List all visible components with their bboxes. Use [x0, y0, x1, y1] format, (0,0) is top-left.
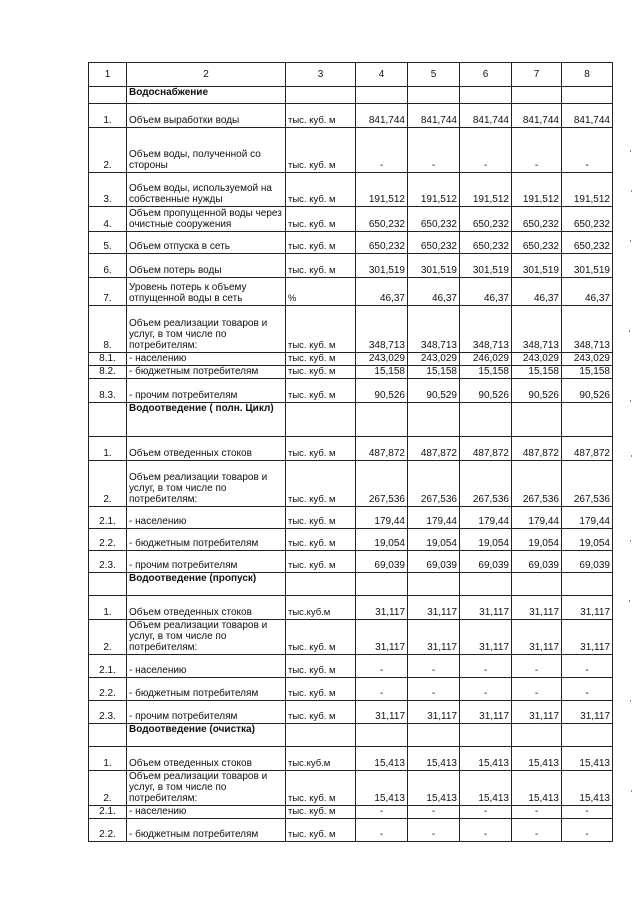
- value-cell: 348,713: [356, 306, 408, 353]
- section-empty-cell: [460, 87, 512, 104]
- value-cell: -: [408, 806, 460, 819]
- tariff-volume-table: [88, 62, 613, 842]
- section-empty-cell: [512, 403, 562, 437]
- value-cell: 15,158: [356, 366, 408, 379]
- indicator-name-cell: - бюджетным потребителям: [127, 678, 286, 701]
- value-cell: 841,744: [356, 104, 408, 128]
- table-row: [89, 461, 613, 507]
- value-cell: 31,117: [460, 596, 512, 620]
- value-cell: 90,526: [512, 379, 562, 403]
- value-cell: 69,039: [512, 551, 562, 573]
- table-row: [89, 596, 613, 620]
- unit-cell: тыс.куб.м: [286, 747, 356, 771]
- value-cell: 179,44: [512, 507, 562, 529]
- value-cell: 487,872: [408, 437, 460, 461]
- value-cell: -: [408, 655, 460, 678]
- section-empty-cell: [408, 724, 460, 747]
- table-row: [89, 437, 613, 461]
- section-empty-cell: [408, 87, 460, 104]
- section-empty-cell: [562, 724, 613, 747]
- column-number-cell: 2: [127, 63, 286, 87]
- section-empty-cell: [460, 724, 512, 747]
- row-number-cell: 2.2.: [89, 529, 127, 551]
- value-cell: 31,117: [356, 620, 408, 655]
- value-cell: 69,039: [356, 551, 408, 573]
- indicator-name-cell: Объем отведенных стоков: [127, 596, 286, 620]
- value-cell: 841,744: [512, 104, 562, 128]
- value-cell: 15,158: [512, 366, 562, 379]
- row-number-cell: 4.: [89, 207, 127, 232]
- indicator-name-cell: Объем реализации товаров и услуг, в том числе по потребителям:: [127, 771, 286, 806]
- scan-speck: [630, 540, 631, 542]
- indicator-name-cell: - прочим потребителям: [127, 701, 286, 724]
- value-cell: 650,232: [562, 207, 613, 232]
- section-empty-cell: [562, 403, 613, 437]
- value-cell: -: [356, 678, 408, 701]
- value-cell: 31,117: [562, 596, 613, 620]
- value-cell: 15,413: [408, 747, 460, 771]
- indicator-name-cell: Объем воды, полученной со стороны: [127, 128, 286, 173]
- table-row: [89, 207, 613, 232]
- value-cell: 90,526: [562, 379, 613, 403]
- value-cell: -: [408, 128, 460, 173]
- value-cell: 191,512: [408, 173, 460, 207]
- row-number-cell: 1.: [89, 104, 127, 128]
- value-cell: 650,232: [460, 207, 512, 232]
- column-number-cell: 7: [512, 63, 562, 87]
- value-cell: 31,117: [512, 620, 562, 655]
- section-empty-cell: [286, 724, 356, 747]
- column-number-cell: 1: [89, 63, 127, 87]
- value-cell: 191,512: [512, 173, 562, 207]
- value-cell: 15,158: [408, 366, 460, 379]
- value-cell: 31,117: [408, 596, 460, 620]
- column-number-cell: 4: [356, 63, 408, 87]
- unit-cell: тыс. куб. м: [286, 232, 356, 254]
- table-row: [89, 278, 613, 306]
- value-cell: -: [356, 806, 408, 819]
- section-empty-cell: [89, 573, 127, 596]
- row-number-cell: 2.2.: [89, 678, 127, 701]
- value-cell: 841,744: [408, 104, 460, 128]
- unit-cell: тыс. куб. м: [286, 461, 356, 507]
- table-row: [89, 353, 613, 366]
- value-cell: 69,039: [408, 551, 460, 573]
- value-cell: 19,054: [408, 529, 460, 551]
- value-cell: -: [460, 819, 512, 842]
- table-body: [89, 63, 613, 842]
- table-row: [89, 747, 613, 771]
- section-empty-cell: [89, 87, 127, 104]
- section-empty-cell: [286, 573, 356, 596]
- value-cell: 487,872: [356, 437, 408, 461]
- value-cell: 487,872: [460, 437, 512, 461]
- table-row: [89, 701, 613, 724]
- scan-speck: [630, 700, 631, 702]
- table-row: [89, 104, 613, 128]
- row-number-cell: 2.2.: [89, 819, 127, 842]
- value-cell: -: [460, 678, 512, 701]
- unit-cell: тыс. куб. м: [286, 306, 356, 353]
- unit-cell: %: [286, 278, 356, 306]
- section-empty-cell: [89, 403, 127, 437]
- scan-speck: [630, 150, 631, 152]
- value-cell: 487,872: [512, 437, 562, 461]
- indicator-name-cell: Объем пропущенной воды через очистные сооружения: [127, 207, 286, 232]
- value-cell: 841,744: [562, 104, 613, 128]
- value-cell: 243,029: [512, 353, 562, 366]
- value-cell: 31,117: [460, 701, 512, 724]
- indicator-name-cell: - бюджетным потребителям: [127, 819, 286, 842]
- table-row: [89, 819, 613, 842]
- table-row: [89, 551, 613, 573]
- unit-cell: тыс. куб. м: [286, 507, 356, 529]
- section-empty-cell: [460, 403, 512, 437]
- value-cell: 31,117: [408, 701, 460, 724]
- scan-speck: [630, 400, 631, 402]
- value-cell: -: [408, 678, 460, 701]
- value-cell: 31,117: [356, 701, 408, 724]
- indicator-name-cell: - бюджетным потребителям: [127, 366, 286, 379]
- row-number-cell: 2.1.: [89, 655, 127, 678]
- value-cell: 650,232: [512, 207, 562, 232]
- row-number-cell: 2.1.: [89, 507, 127, 529]
- value-cell: 267,536: [460, 461, 512, 507]
- value-cell: 267,536: [408, 461, 460, 507]
- indicator-name-cell: - населению: [127, 353, 286, 366]
- section-empty-cell: [460, 573, 512, 596]
- value-cell: 69,039: [460, 551, 512, 573]
- value-cell: 650,232: [562, 232, 613, 254]
- value-cell: 69,039: [562, 551, 613, 573]
- section-header-row: [89, 573, 613, 596]
- row-number-cell: 8.: [89, 306, 127, 353]
- section-empty-cell: [356, 724, 408, 747]
- value-cell: -: [460, 806, 512, 819]
- value-cell: -: [512, 819, 562, 842]
- unit-cell: тыс. куб. м: [286, 437, 356, 461]
- value-cell: 46,37: [460, 278, 512, 306]
- unit-cell: тыс. куб. м: [286, 128, 356, 173]
- section-title: Водоотведение (очистка): [127, 724, 286, 747]
- value-cell: 46,37: [512, 278, 562, 306]
- scan-speck: [631, 190, 632, 192]
- value-cell: -: [356, 128, 408, 173]
- unit-cell: тыс. куб. м: [286, 353, 356, 366]
- value-cell: -: [408, 819, 460, 842]
- scan-speck: [631, 455, 632, 457]
- table-row: [89, 366, 613, 379]
- table-row: [89, 379, 613, 403]
- indicator-name-cell: - прочим потребителям: [127, 551, 286, 573]
- column-number-cell: 3: [286, 63, 356, 87]
- value-cell: 15,413: [356, 771, 408, 806]
- section-empty-cell: [286, 87, 356, 104]
- section-title: Водоснабжение: [127, 87, 286, 104]
- scan-speck: [629, 600, 630, 602]
- value-cell: 650,232: [408, 207, 460, 232]
- table-row: [89, 806, 613, 819]
- value-cell: 15,158: [562, 366, 613, 379]
- indicator-name-cell: Объем реализации товаров и услуг, в том числе по потребителям:: [127, 306, 286, 353]
- section-empty-cell: [356, 403, 408, 437]
- value-cell: 179,44: [460, 507, 512, 529]
- indicator-name-cell: - прочим потребителям: [127, 379, 286, 403]
- value-cell: 246,029: [460, 353, 512, 366]
- value-cell: -: [512, 678, 562, 701]
- indicator-name-cell: Объем потерь воды: [127, 254, 286, 278]
- section-empty-cell: [562, 87, 613, 104]
- value-cell: 650,232: [460, 232, 512, 254]
- value-cell: 191,512: [562, 173, 613, 207]
- value-cell: 90,526: [460, 379, 512, 403]
- column-number-cell: 5: [408, 63, 460, 87]
- table-row: [89, 173, 613, 207]
- value-cell: 15,413: [408, 771, 460, 806]
- row-number-cell: 2.3.: [89, 551, 127, 573]
- unit-cell: тыс. куб. м: [286, 379, 356, 403]
- value-cell: 90,529: [408, 379, 460, 403]
- value-cell: 31,117: [408, 620, 460, 655]
- value-cell: 348,713: [460, 306, 512, 353]
- row-number-cell: 2.: [89, 771, 127, 806]
- value-cell: 301,519: [562, 254, 613, 278]
- value-cell: 19,054: [562, 529, 613, 551]
- value-cell: 348,713: [562, 306, 613, 353]
- scan-speck: [629, 330, 630, 332]
- section-header-row: [89, 87, 613, 104]
- value-cell: 267,536: [562, 461, 613, 507]
- indicator-name-cell: - населению: [127, 655, 286, 678]
- value-cell: 31,117: [356, 596, 408, 620]
- unit-cell: тыс. куб. м: [286, 771, 356, 806]
- value-cell: 348,713: [408, 306, 460, 353]
- table-row: [89, 507, 613, 529]
- unit-cell: тыс. куб. м: [286, 701, 356, 724]
- row-number-cell: 2.: [89, 128, 127, 173]
- unit-cell: тыс. куб. м: [286, 678, 356, 701]
- section-empty-cell: [89, 724, 127, 747]
- section-empty-cell: [408, 403, 460, 437]
- value-cell: 301,519: [356, 254, 408, 278]
- value-cell: 31,117: [562, 701, 613, 724]
- value-cell: -: [356, 819, 408, 842]
- row-number-cell: 3.: [89, 173, 127, 207]
- table-row: [89, 306, 613, 353]
- value-cell: -: [562, 655, 613, 678]
- row-number-cell: 1.: [89, 747, 127, 771]
- column-number-row: [89, 63, 613, 87]
- row-number-cell: 8.3.: [89, 379, 127, 403]
- section-empty-cell: [356, 87, 408, 104]
- value-cell: 301,519: [408, 254, 460, 278]
- unit-cell: тыс. куб. м: [286, 655, 356, 678]
- value-cell: 243,029: [562, 353, 613, 366]
- unit-cell: тыс. куб. м: [286, 819, 356, 842]
- value-cell: 15,413: [562, 771, 613, 806]
- value-cell: -: [562, 819, 613, 842]
- table-row: [89, 771, 613, 806]
- value-cell: 15,413: [512, 747, 562, 771]
- unit-cell: тыс. куб. м: [286, 207, 356, 232]
- section-title: Водоотведение (пропуск): [127, 573, 286, 596]
- value-cell: 487,872: [562, 437, 613, 461]
- unit-cell: тыс. куб. м: [286, 806, 356, 819]
- value-cell: 841,744: [460, 104, 512, 128]
- value-cell: 179,44: [408, 507, 460, 529]
- indicator-name-cell: Объем воды, используемой на собственные нужды: [127, 173, 286, 207]
- unit-cell: тыс. куб. м: [286, 173, 356, 207]
- value-cell: 191,512: [356, 173, 408, 207]
- section-empty-cell: [356, 573, 408, 596]
- value-cell: -: [512, 655, 562, 678]
- value-cell: 301,519: [460, 254, 512, 278]
- table-row: [89, 678, 613, 701]
- unit-cell: тыс. куб. м: [286, 551, 356, 573]
- indicator-name-cell: Объем реализации товаров и услуг, в том числе по потребителям:: [127, 620, 286, 655]
- unit-cell: тыс. куб. м: [286, 529, 356, 551]
- value-cell: -: [460, 128, 512, 173]
- section-title: Водоотведение ( полн. Цикл): [127, 403, 286, 437]
- value-cell: -: [562, 806, 613, 819]
- section-empty-cell: [562, 573, 613, 596]
- value-cell: 15,158: [460, 366, 512, 379]
- value-cell: -: [562, 128, 613, 173]
- row-number-cell: 5.: [89, 232, 127, 254]
- value-cell: 650,232: [408, 232, 460, 254]
- indicator-name-cell: Объем выработки воды: [127, 104, 286, 128]
- value-cell: 15,413: [562, 747, 613, 771]
- value-cell: 15,413: [356, 747, 408, 771]
- table-row: [89, 529, 613, 551]
- unit-cell: тыс.куб.м: [286, 596, 356, 620]
- value-cell: 31,117: [512, 701, 562, 724]
- value-cell: -: [512, 128, 562, 173]
- value-cell: 243,029: [408, 353, 460, 366]
- indicator-name-cell: - населению: [127, 806, 286, 819]
- value-cell: 46,37: [356, 278, 408, 306]
- value-cell: -: [562, 678, 613, 701]
- value-cell: 650,232: [512, 232, 562, 254]
- value-cell: 267,536: [356, 461, 408, 507]
- row-number-cell: 2.: [89, 620, 127, 655]
- indicator-name-cell: Объем отпуска в сеть: [127, 232, 286, 254]
- unit-cell: тыс. куб. м: [286, 620, 356, 655]
- column-number-cell: 6: [460, 63, 512, 87]
- section-empty-cell: [512, 87, 562, 104]
- value-cell: -: [460, 655, 512, 678]
- scan-speck: [630, 240, 631, 242]
- value-cell: 179,44: [356, 507, 408, 529]
- value-cell: -: [512, 806, 562, 819]
- section-empty-cell: [512, 573, 562, 596]
- value-cell: 19,054: [512, 529, 562, 551]
- value-cell: 31,117: [562, 620, 613, 655]
- row-number-cell: 8.2.: [89, 366, 127, 379]
- value-cell: 31,117: [460, 620, 512, 655]
- section-header-row: [89, 403, 613, 437]
- value-cell: 348,713: [512, 306, 562, 353]
- section-empty-cell: [286, 403, 356, 437]
- value-cell: 46,37: [562, 278, 613, 306]
- row-number-cell: 7.: [89, 278, 127, 306]
- table-row: [89, 254, 613, 278]
- value-cell: 191,512: [460, 173, 512, 207]
- section-empty-cell: [408, 573, 460, 596]
- value-cell: 31,117: [512, 596, 562, 620]
- indicator-name-cell: Объем отведенных стоков: [127, 437, 286, 461]
- indicator-name-cell: Объем реализации товаров и услуг, в том числе по потребителям:: [127, 461, 286, 507]
- indicator-name-cell: Объем отведенных стоков: [127, 747, 286, 771]
- section-empty-cell: [512, 724, 562, 747]
- value-cell: 301,519: [512, 254, 562, 278]
- value-cell: 15,413: [512, 771, 562, 806]
- row-number-cell: 2.1.: [89, 806, 127, 819]
- value-cell: -: [356, 655, 408, 678]
- scan-speck: [631, 790, 632, 792]
- indicator-name-cell: - бюджетным потребителям: [127, 529, 286, 551]
- value-cell: 90,526: [356, 379, 408, 403]
- value-cell: 179,44: [562, 507, 613, 529]
- value-cell: 15,413: [460, 771, 512, 806]
- value-cell: 243,029: [356, 353, 408, 366]
- column-number-cell: 8: [562, 63, 613, 87]
- row-number-cell: 1.: [89, 437, 127, 461]
- table-row: [89, 128, 613, 173]
- row-number-cell: 6.: [89, 254, 127, 278]
- indicator-name-cell: - населению: [127, 507, 286, 529]
- value-cell: 46,37: [408, 278, 460, 306]
- value-cell: 650,232: [356, 207, 408, 232]
- value-cell: 19,054: [460, 529, 512, 551]
- value-cell: 15,413: [460, 747, 512, 771]
- indicator-name-cell: Уровень потерь к объему отпущенной воды в сеть: [127, 278, 286, 306]
- table-row: [89, 620, 613, 655]
- value-cell: 267,536: [512, 461, 562, 507]
- value-cell: 19,054: [356, 529, 408, 551]
- table-row: [89, 655, 613, 678]
- row-number-cell: 2.: [89, 461, 127, 507]
- row-number-cell: 2.3.: [89, 701, 127, 724]
- unit-cell: тыс. куб. м: [286, 104, 356, 128]
- value-cell: 650,232: [356, 232, 408, 254]
- table-row: [89, 232, 613, 254]
- unit-cell: тыс. куб. м: [286, 254, 356, 278]
- unit-cell: тыс. куб. м: [286, 366, 356, 379]
- row-number-cell: 1.: [89, 596, 127, 620]
- row-number-cell: 8.1.: [89, 353, 127, 366]
- section-header-row: [89, 724, 613, 747]
